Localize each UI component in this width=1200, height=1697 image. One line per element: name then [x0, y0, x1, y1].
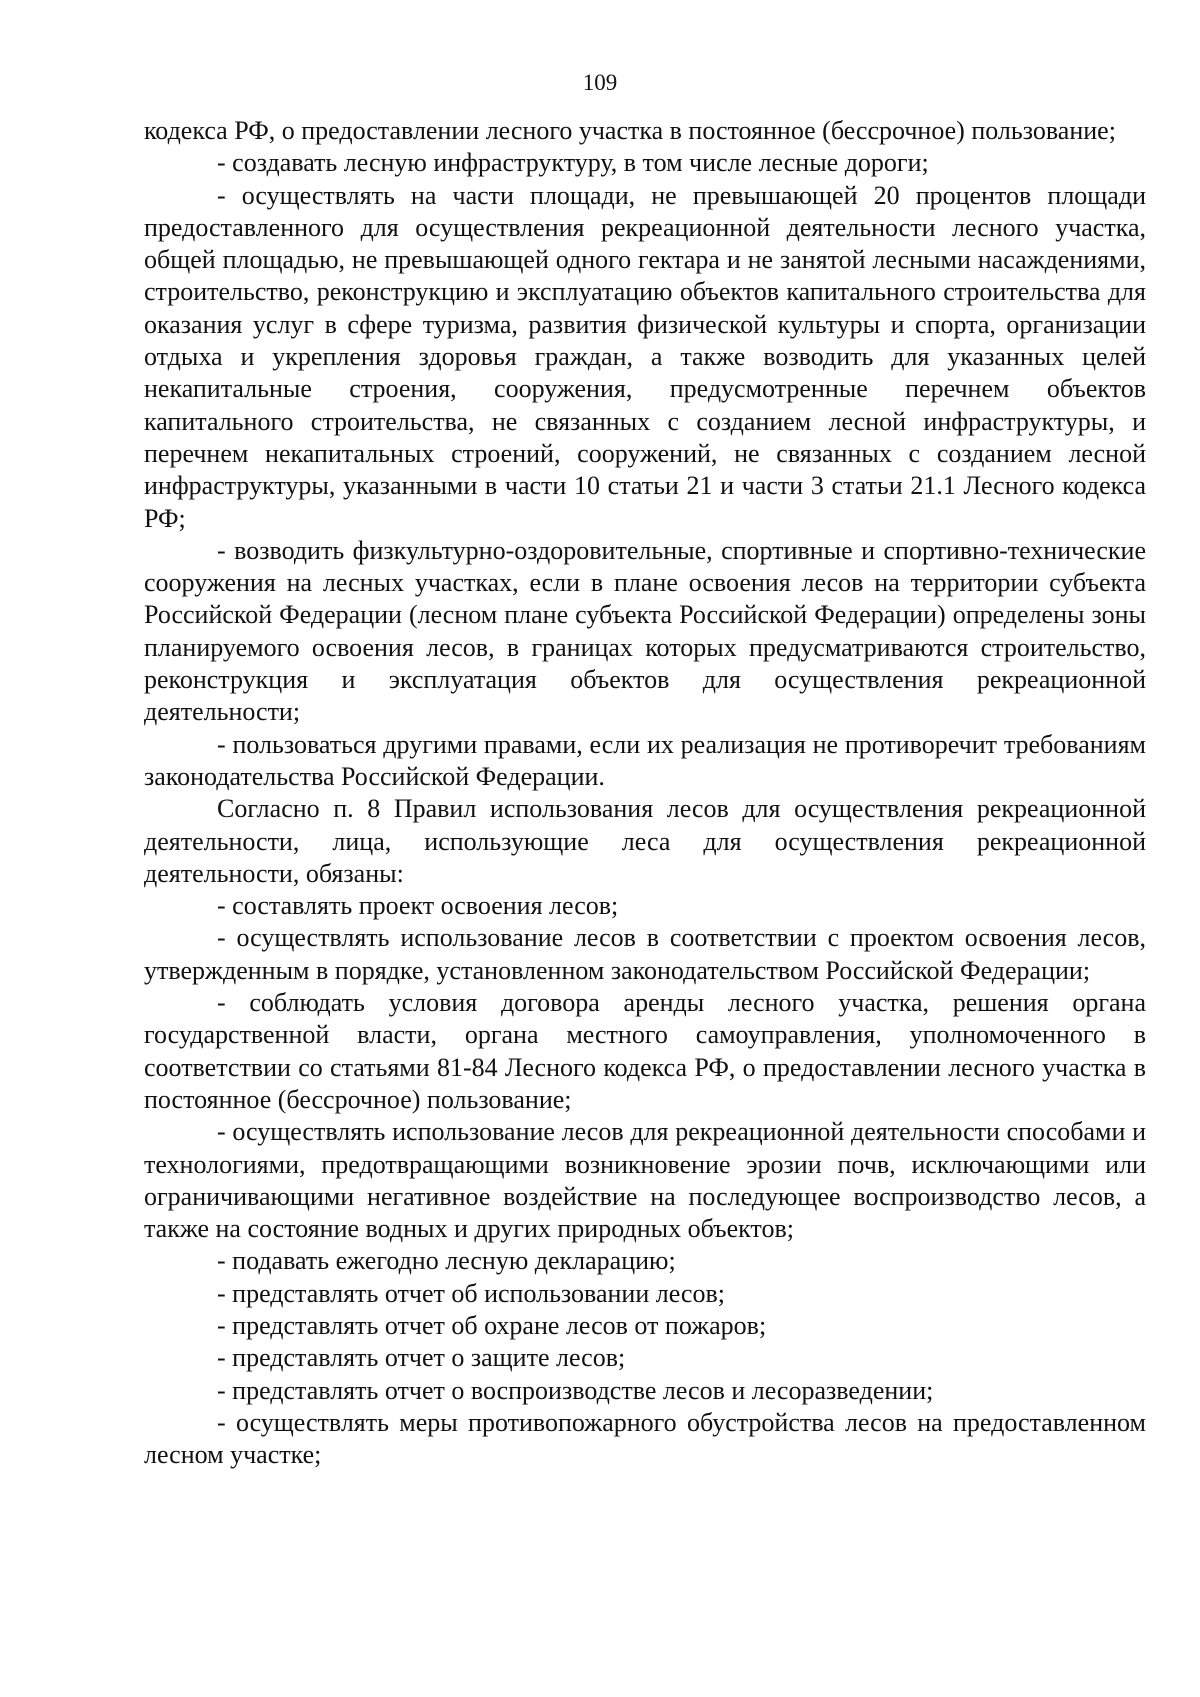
list-item-usage-report: - представлять отчет об использовании лесов;	[217, 1278, 725, 1308]
list-item-forest-project: - составлять проект освоения лесов;	[217, 891, 619, 921]
paragraph-obligations-intro: Согласно п. 8 Правил использования лесов для осуществления рекреационной деятельности, лица, использующие леса для осуществления рекреационной деятельности, обязаны:	[144, 794, 1146, 888]
list-item-other-rights: - пользоваться другими правами, если их реализация не противоречит требованиям законодательства Российской Федерации.	[144, 729, 1146, 791]
page-number: 109	[582, 70, 618, 95]
list-item-lease-conditions: - соблюдать условия договора аренды лесного участка, решения органа государственной власти, органа местного самоуправления, уполномоченного в соответствии со статьями 81-84 Лесного кодекса РФ, о предоставлении лесного участка в постоянное (бессрочное) пользование;	[144, 988, 1146, 1114]
list-item-fire-measures: - осуществлять меры противопожарного обустройства лесов на предоставленном лесном участке;	[144, 1407, 1146, 1470]
document-body	[144, 115, 1146, 1471]
list-item-use-per-project: - осуществлять использование лесов в соответствии с проектом освоения лесов, утвержденным в порядке, установленном законодательством Российской Федерации;	[144, 923, 1146, 985]
list-item-sports-facilities: - возводить физкультурно-оздоровительные, спортивные и спортивно-технические сооружения на лесных участках, если в плане освоения лесов на территории субъекта Российской Федерации (лесном плане субъекта Российской Федерации) определены зоны планируемого освоения лесов, в границах которых предусматриваются строительство, реконструкция и эксплуатация объектов для осуществления рекреационной деятельности;	[144, 535, 1146, 727]
list-item-capital-construction: - осуществлять на части площади, не превышающей 20 процентов площади предоставленного для осуществления рекреационной деятельности лесного участка, общей площадью, не превышающей одного гектара и не занятой лесными насаждениями, строительство, реконструкцию и эксплуатацию объектов капитального строительства для оказания услуг в сфере туризма, развития физической культуры и спорта, организации отдыха и укрепления здоровья граждан, а также возводить для указанных целей некапитальные строения, сооружения, предусмотренные перечнем объектов капитального строительства, не связанных с созданием лесной инфраструктуры, и перечнем некапитальных строений, сооружений, не связанных с созданием лесной инфраструктуры, указанными в части 10 статьи 21 и части 3 статьи 21.1 Лесного кодекса РФ;	[144, 180, 1146, 533]
list-item-reproduction-report: - представлять отчет о воспроизводстве лесов и лесоразведении;	[217, 1375, 934, 1405]
list-item-erosion-prevention: - осуществлять использование лесов для рекреационной деятельности способами и технологиями, предотвращающими возникновение эрозии почв, исключающими или ограничивающими негативное воздействие на последующее воспроизводство лесов, а также на состояние водных и других природных объектов;	[144, 1117, 1146, 1244]
list-item-protection-report: - представлять отчет о защите лесов;	[217, 1343, 626, 1373]
list-item-create-infrastructure: - создавать лесную инфраструктуру, в том числе лесные дороги;	[217, 148, 929, 178]
paragraph-continuation: кодекса РФ, о предоставлении лесного участка в постоянное (бессрочное) пользование;	[144, 116, 1116, 145]
list-item-fire-report: - представлять отчет об охране лесов от пожаров;	[217, 1310, 767, 1340]
list-item-forest-declaration: - подавать ежегодно лесную декларацию;	[217, 1246, 676, 1276]
